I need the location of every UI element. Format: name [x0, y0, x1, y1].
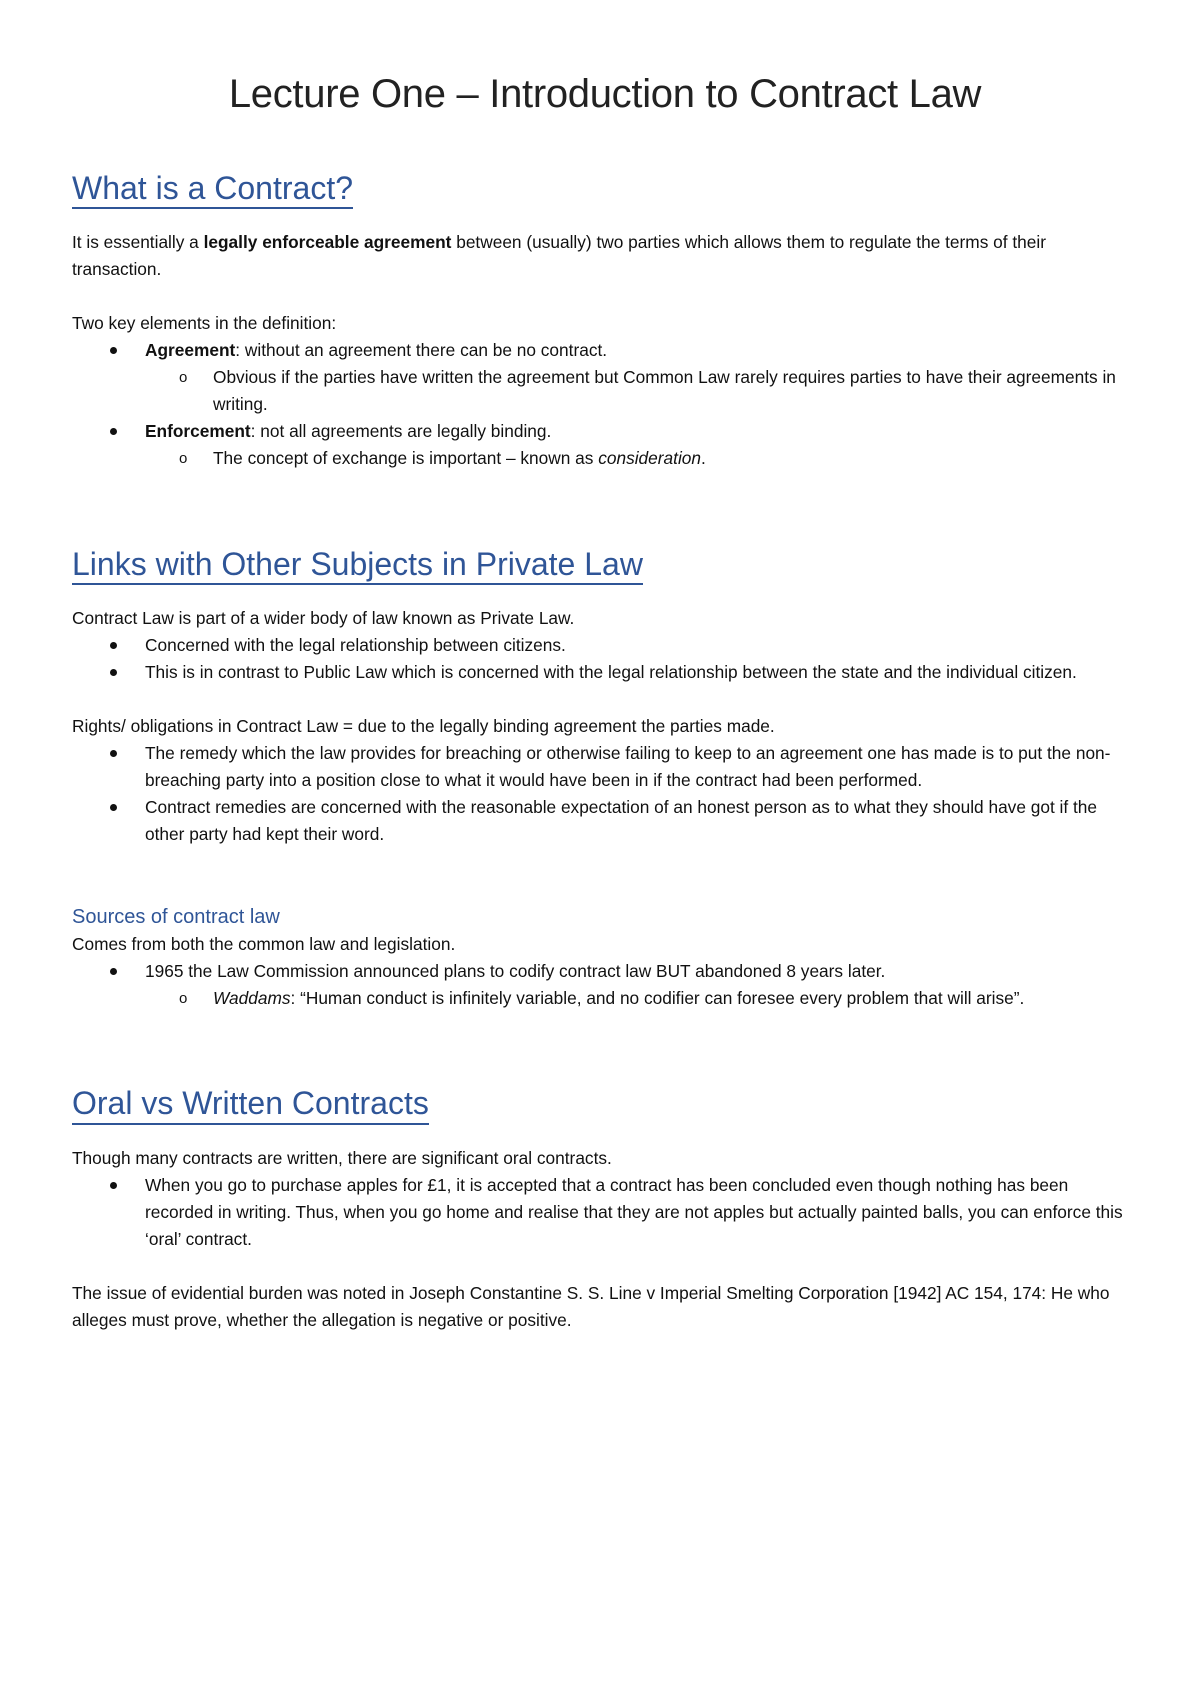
bullet-icon: [110, 642, 117, 649]
enforcement-sublist: [140, 445, 1138, 472]
section-links-private-law: [72, 547, 1138, 848]
paragraph-evidential-burden: The issue of evidential burden was noted in Joseph Constantine S. S. Line v Imperial Smelting Corporation [1942] AC 154, 174: He who alleges must prove, whether the allegation is negative or positive.: [72, 1282, 1110, 1330]
document-title: Lecture One – Introduction to Contract Law: [228, 72, 982, 116]
section-what-is-contract: [72, 171, 1138, 472]
bullet-icon: [110, 804, 117, 811]
heading-sources: Sources of contract law: [72, 906, 280, 929]
list-item-enforcement: Enforcement: not all agreements are legally binding.: [72, 418, 1138, 445]
bullet-icon: [110, 669, 117, 676]
bullet-icon: [110, 347, 117, 354]
list-item: 1965 the Law Commission announced plans to codify contract law BUT abandoned 8 years later.: [72, 958, 1138, 985]
sources-list: [72, 958, 1138, 985]
list-item: When you go to purchase apples for £1, it is accepted that a contract has been concluded even though nothing has been recorded in writing. Thus, when you go home and realise that they are not apples but actually painted balls, you can enforce this ‘oral’ contract.: [72, 1172, 1138, 1253]
paragraph-sources: Comes from both the common law and legislation.: [72, 934, 456, 955]
list-item-enforcement-sub: o The concept of exchange is important – known as consideration.: [140, 445, 1138, 472]
bullet-icon: [110, 750, 117, 757]
agreement-sublist: [140, 364, 1138, 418]
list-item: o Waddams: “Human conduct is infinitely variable, and no codifier can foresee every problem that will arise”.: [140, 985, 1138, 1012]
heading-what-is-contract: What is a Contract?: [72, 171, 353, 209]
key-elements-list-2: [72, 418, 1138, 445]
bullet-icon: [110, 968, 117, 975]
oral-list: [72, 1172, 1138, 1253]
paragraph-private-law: Contract Law is part of a wider body of law known as Private Law.: [72, 608, 575, 629]
key-elements-list: [72, 337, 1138, 364]
paragraph-key-elements: Two key elements in the definition:: [72, 313, 337, 334]
heading-links-private-law: Links with Other Subjects in Private Law: [72, 547, 643, 585]
bullet-icon: [110, 1182, 117, 1189]
paragraph-oral: Though many contracts are written, there are significant oral contracts.: [72, 1147, 612, 1168]
list-item: The remedy which the law provides for breaching or otherwise failing to keep to an agreement one has made is to put the non-breaching party into a position close to what it would have been in if the contract had been performed.: [72, 740, 1138, 794]
section-oral-written: [72, 1086, 1138, 1333]
paragraph-definition: It is essentially a legally enforceable agreement between (usually) two parties which allows them to regulate the terms of their transaction.: [72, 232, 1046, 280]
heading-oral-written: Oral vs Written Contracts: [72, 1086, 429, 1124]
remedies-list: [72, 740, 1138, 848]
section-sources: [72, 906, 1138, 1012]
list-item-agreement-sub: o Obvious if the parties have written the agreement but Common Law rarely requires parties to have their agreements in writing.: [140, 364, 1138, 418]
sources-sublist: [140, 985, 1138, 1012]
list-item-agreement: Agreement: without an agreement there can be no contract.: [72, 337, 1138, 364]
private-law-list: [72, 632, 1138, 686]
list-item: This is in contrast to Public Law which is concerned with the legal relationship between the state and the individual citizen.: [72, 659, 1138, 686]
paragraph-rights-obligations: Rights/ obligations in Contract Law = due to the legally binding agreement the parties made.: [72, 716, 775, 737]
circle-bullet-icon: o: [179, 369, 188, 387]
list-item: Contract remedies are concerned with the reasonable expectation of an honest person as to what they should have got if the other party had kept their word.: [72, 794, 1138, 848]
circle-bullet-icon: o: [179, 990, 188, 1008]
list-item: Concerned with the legal relationship between citizens.: [72, 632, 1138, 659]
bullet-icon: [110, 428, 117, 435]
circle-bullet-icon: o: [179, 450, 188, 468]
